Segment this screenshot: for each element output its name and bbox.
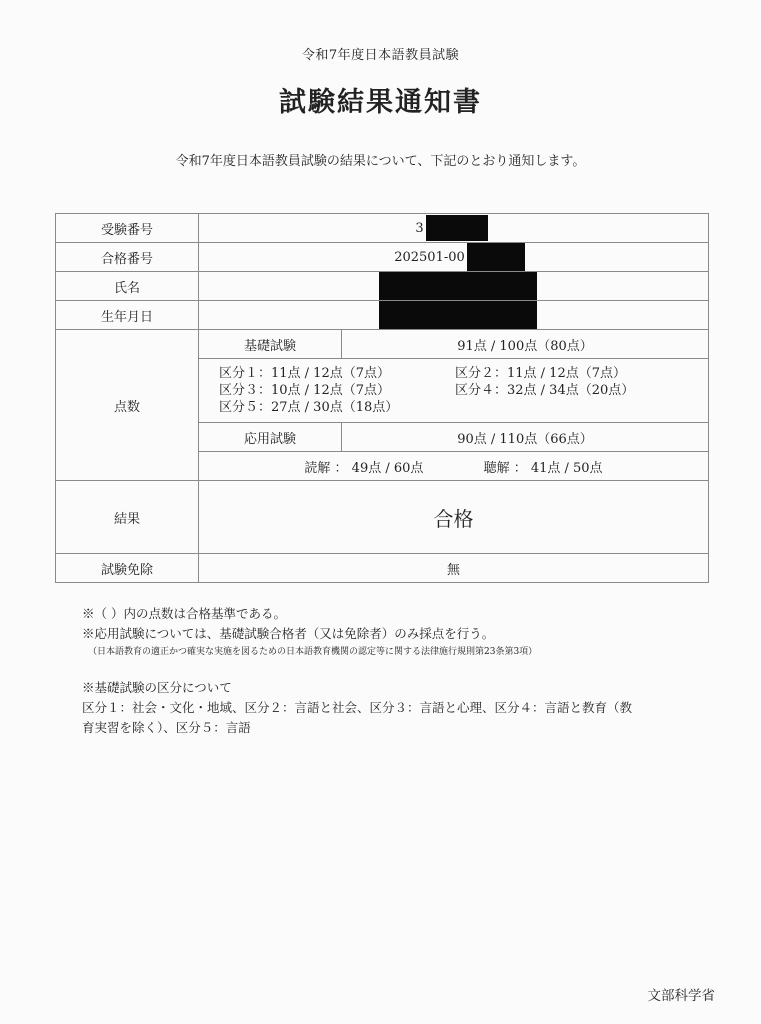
examinee-number-visible: 3	[415, 220, 424, 236]
birthdate-label: 生年月日	[56, 301, 199, 330]
pass-number-visible: 202501-00	[394, 249, 465, 265]
notes-section	[82, 604, 702, 738]
basic-exam-score: 91点 / 100点（80点）	[342, 330, 709, 359]
basic-exam-row	[56, 330, 709, 359]
name-row	[56, 272, 709, 301]
note-legal-reference: （日本語教育の適正かつ確実な実施を図るための日本語教育機関の認定等に関する法律施行規則第23条第3項）	[88, 647, 538, 657]
pass-number-value	[199, 243, 709, 272]
category-1-score: 区分１：11点 / 12点（7点）	[219, 366, 390, 381]
applied-breakdown	[199, 452, 709, 481]
listening-score: 聴解 ： 41点 / 50点	[483, 460, 603, 476]
birthdate-value	[199, 301, 709, 330]
basic-breakdown	[199, 359, 709, 423]
applied-exam-score: 90点 / 110点（66点）	[342, 423, 709, 452]
exam-name-header: 令和7年度日本語教員試験	[301, 48, 460, 63]
redaction-block	[426, 215, 488, 241]
name-value	[199, 272, 709, 301]
category-2-score: 区分２：11点 / 12点（7点）	[455, 366, 626, 381]
examinee-number-row	[56, 214, 709, 243]
result-label: 結果	[56, 481, 199, 554]
examinee-number-label: 受験番号	[56, 214, 199, 243]
examinee-number-value	[199, 214, 709, 243]
redaction-block	[379, 272, 537, 300]
category-5-score: 区分５：27点 / 30点（18点）	[219, 400, 399, 415]
result-row	[56, 481, 709, 554]
birthdate-row	[56, 301, 709, 330]
reading-score: 読解 ： 49点 / 60点	[304, 460, 424, 476]
note-applied-grading: ※応用試験については、基礎試験合格者（又は免除者）のみ採点を行う。	[82, 626, 495, 641]
pass-number-row	[56, 243, 709, 272]
exemption-label: 試験免除	[56, 554, 199, 583]
document-title: 試験結果通知書	[279, 87, 482, 118]
exemption-row	[56, 554, 709, 583]
category-4-score: 区分４：32点 / 34点（20点）	[455, 383, 635, 398]
name-label: 氏名	[56, 272, 199, 301]
category-3-score: 区分３：10点 / 12点（7点）	[219, 383, 390, 398]
redaction-block	[467, 243, 525, 271]
redaction-block	[379, 301, 537, 329]
issuer-ministry: 文部科学省	[647, 988, 715, 1004]
exemption-value: 無	[199, 554, 709, 583]
note-category-line-1: 区分１：社会・文化・地域、区分２：言語と社会、区分３：言語と心理、区分４：言語と教育（教	[82, 700, 633, 715]
results-table	[55, 213, 709, 583]
applied-exam-label: 応用試験	[199, 423, 342, 452]
note-passing-criteria: ※（ ）内の点数は合格基準である。	[82, 606, 286, 621]
note-category-line-2: 育実習を除く）、区分５：言語	[82, 720, 251, 735]
intro-text: 令和7年度日本語教員試験の結果について、下記のとおり通知します。	[175, 154, 586, 169]
note-category-heading: ※基礎試験の区分について	[82, 680, 232, 695]
result-value: 合格	[199, 481, 709, 554]
score-label: 点数	[56, 330, 199, 481]
basic-exam-label: 基礎試験	[199, 330, 342, 359]
pass-number-label: 合格番号	[56, 243, 199, 272]
